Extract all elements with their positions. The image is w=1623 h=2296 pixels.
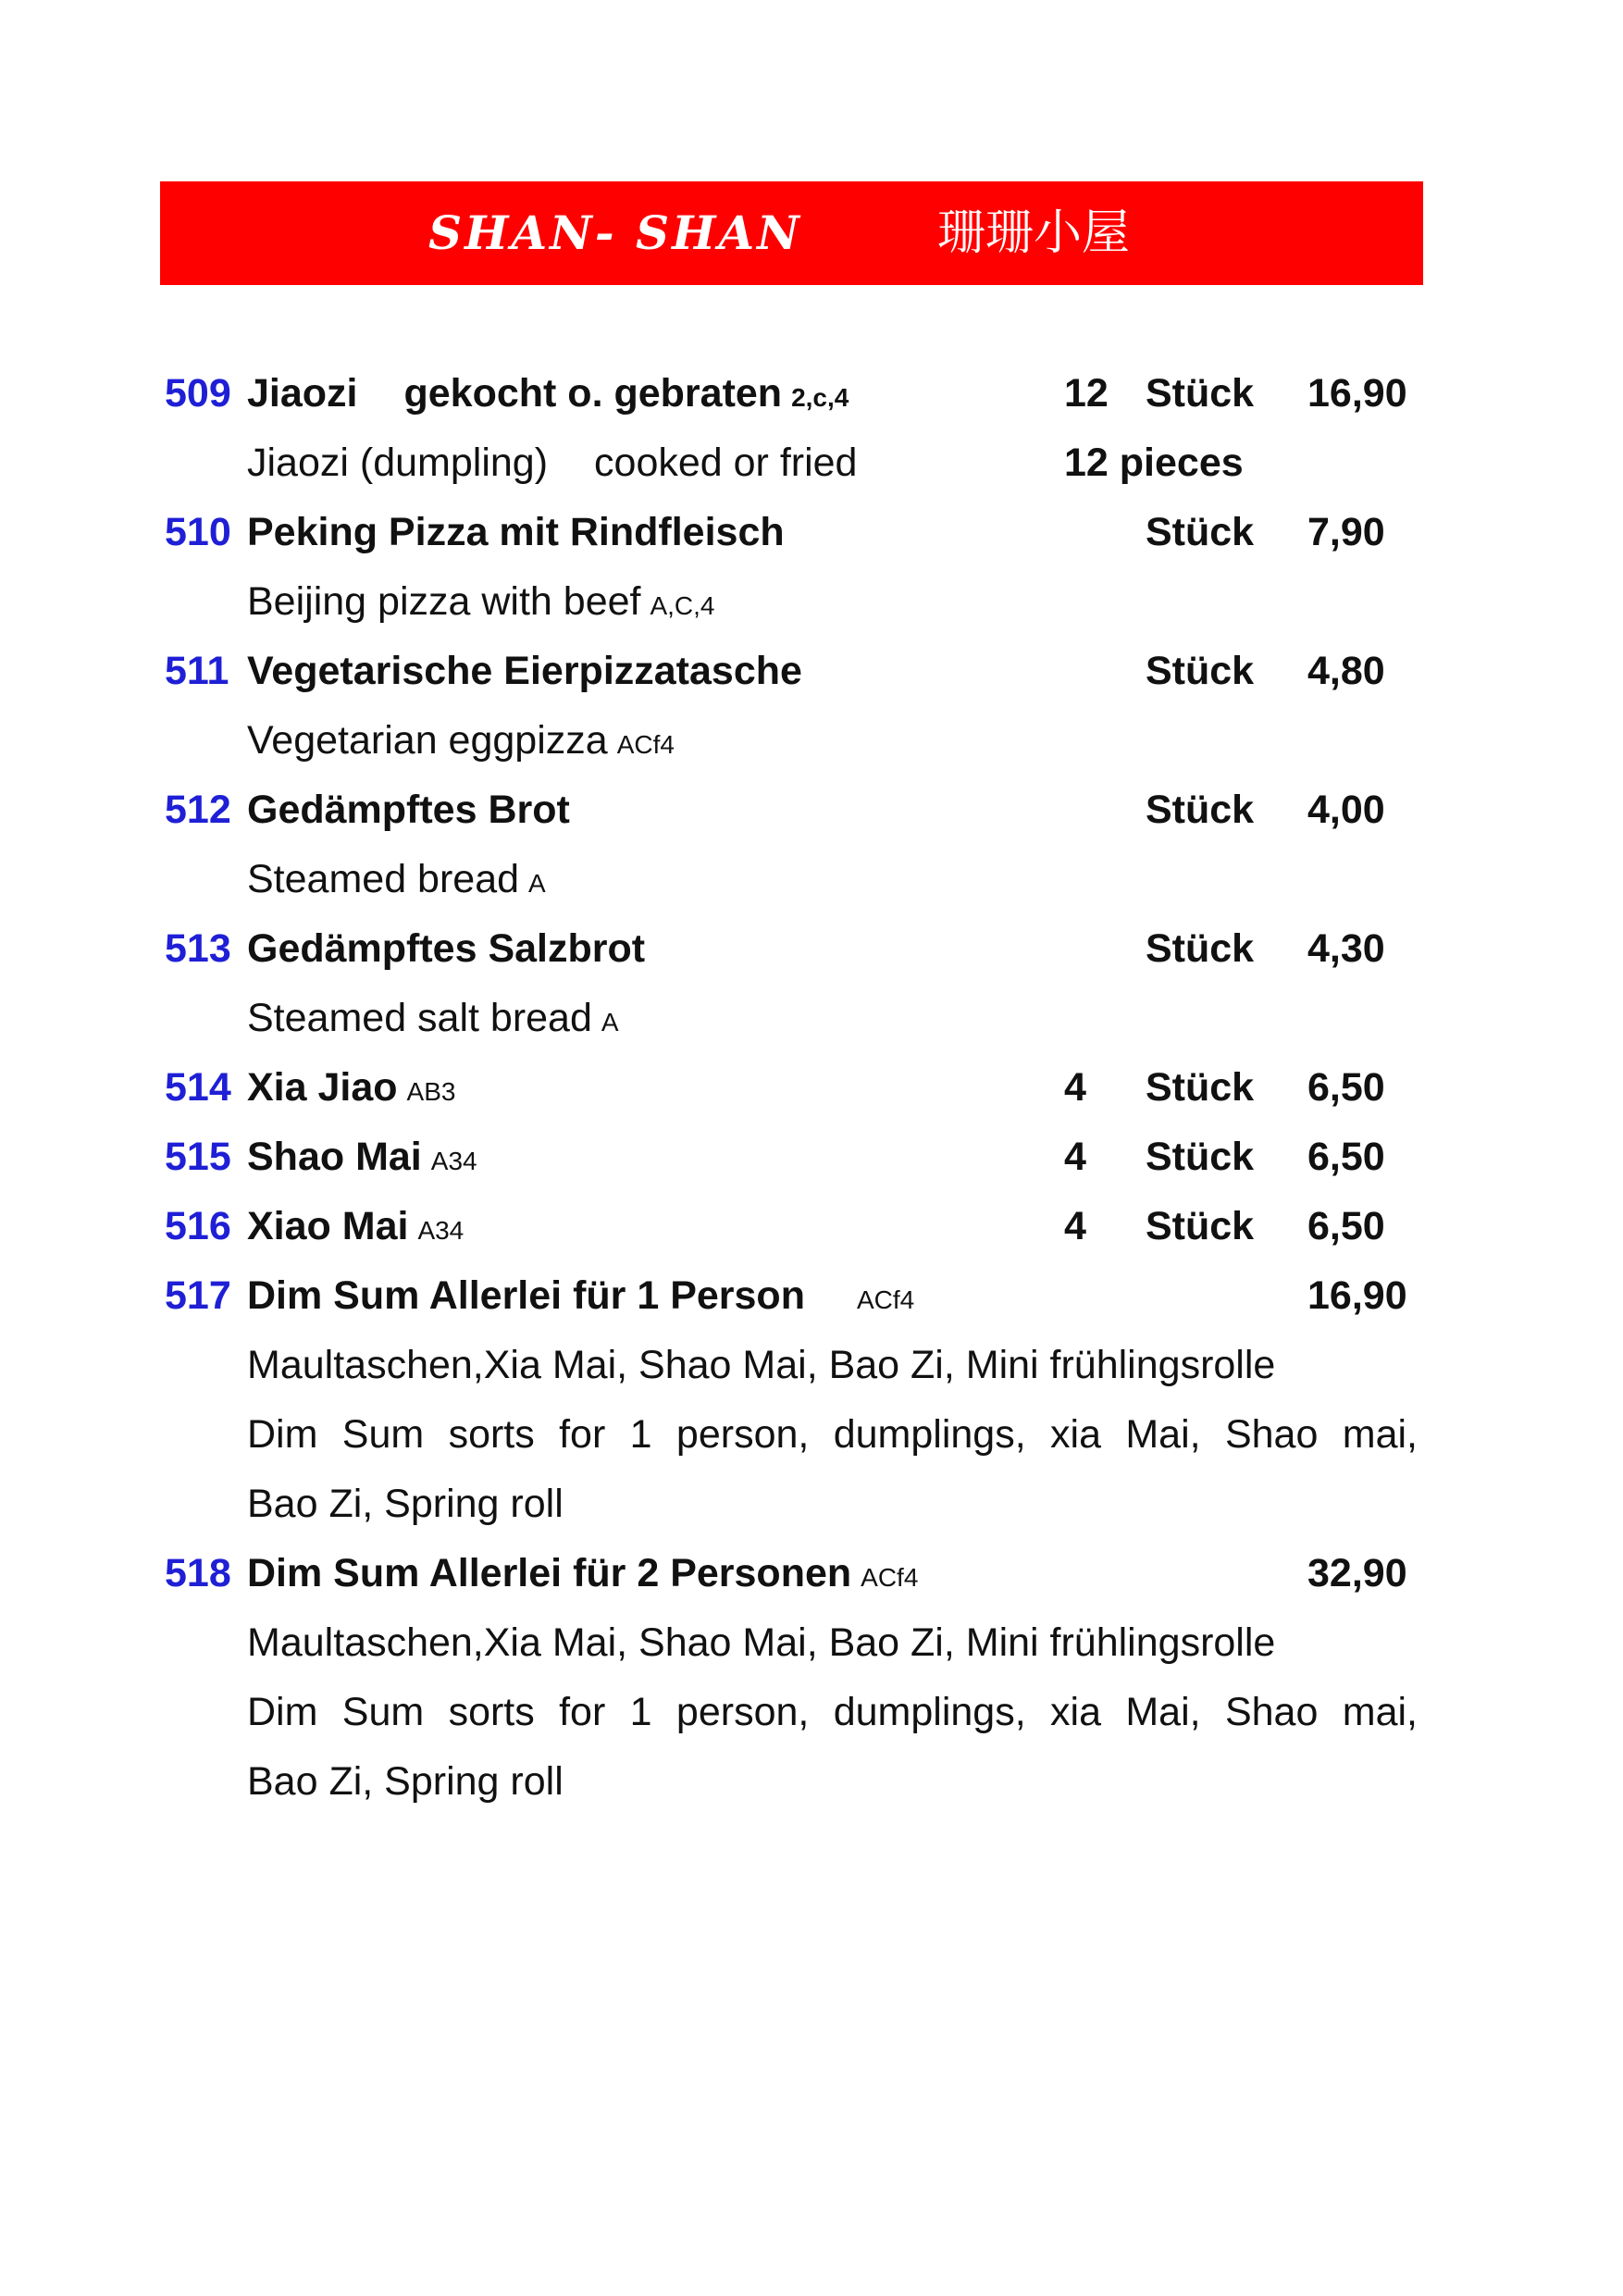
item-unit: Stück (1146, 926, 1255, 971)
item-name-main: Xia Jiao (247, 1065, 398, 1110)
item-name (247, 1545, 918, 1606)
item-number: 515 (165, 1135, 231, 1179)
item-description-text: Beijing pizza with beef (247, 579, 641, 624)
item-allergens: 2,c,4 (791, 383, 849, 412)
item-quantity: 4 (1064, 1135, 1086, 1179)
menu-item-513 (0, 921, 1623, 976)
item-price: 4,30 (1307, 926, 1385, 971)
item-allergens: ACf4 (616, 730, 675, 759)
item-price: 6,50 (1307, 1204, 1385, 1248)
item-unit: Stück (1146, 649, 1255, 693)
menu-item-515 (0, 1129, 1623, 1185)
item-quantity: 4 (1064, 1204, 1086, 1248)
item-number: 517 (165, 1273, 231, 1318)
item-description-line: Maultaschen,Xia Mai, Shao Mai, Bao Zi, Mini frühlingsrolle (247, 1343, 1276, 1387)
menu-item-518-description-2 (0, 1684, 1623, 1740)
item-name: Peking Pizza mit Rindfleisch (247, 510, 785, 554)
menu-item-517 (0, 1268, 1623, 1323)
item-allergens: A (601, 1008, 619, 1036)
item-number: 514 (165, 1065, 231, 1110)
item-name-main: Dim Sum Allerlei für 2 Personen (247, 1551, 852, 1595)
item-allergens: AB3 (406, 1077, 456, 1106)
menu-item-512-description (0, 851, 1623, 907)
item-number: 516 (165, 1204, 231, 1248)
item-number: 509 (165, 371, 231, 416)
item-allergens: ACf4 (856, 1285, 915, 1314)
item-number: 518 (165, 1551, 231, 1595)
item-unit: Stück (1146, 1135, 1255, 1179)
menu-item-511-description (0, 713, 1623, 768)
item-number: 510 (165, 510, 231, 554)
item-quantity: 12 (1064, 371, 1109, 416)
item-name-main: Dim Sum Allerlei für 1 Person (247, 1273, 805, 1318)
item-description-secondary: cooked or fried (594, 441, 858, 485)
item-name-secondary: gekocht o. gebraten (403, 371, 783, 416)
item-price: 16,90 (1307, 1273, 1407, 1318)
item-name (247, 1129, 477, 1189)
item-unit: Stück (1146, 1065, 1255, 1110)
restaurant-name-chinese: 珊珊小屋 (937, 205, 1131, 261)
item-unit: Stück (1146, 1204, 1255, 1248)
restaurant-name: SHAN- SHAN (428, 205, 802, 260)
item-price: 7,90 (1307, 510, 1385, 554)
item-description (247, 435, 857, 490)
item-name-main: Xiao Mai (247, 1204, 409, 1248)
menu-item-509-description (0, 435, 1623, 490)
item-unit: Stück (1146, 788, 1255, 832)
item-price: 6,50 (1307, 1135, 1385, 1179)
item-description (247, 851, 546, 912)
menu-item-511 (0, 643, 1623, 699)
menu-item-510-description (0, 574, 1623, 629)
item-description (247, 990, 619, 1050)
menu-item-513-description (0, 990, 1623, 1046)
item-price: 6,50 (1307, 1065, 1385, 1110)
item-description-text: Vegetarian eggpizza (247, 718, 608, 763)
item-price: 4,00 (1307, 788, 1385, 832)
menu-item-518-description-3 (0, 1754, 1623, 1809)
item-name (247, 1198, 464, 1259)
menu-item-512 (0, 782, 1623, 838)
item-allergens: A34 (430, 1147, 477, 1175)
item-quantity: 4 (1064, 1065, 1086, 1110)
item-unit: Stück (1146, 371, 1255, 416)
item-description-text: Steamed bread (247, 857, 520, 901)
item-price: 4,80 (1307, 649, 1385, 693)
item-number: 511 (165, 649, 229, 693)
item-name (247, 366, 849, 426)
item-name (247, 1060, 455, 1120)
menu-item-518 (0, 1545, 1623, 1601)
item-allergens: ACf4 (861, 1563, 919, 1592)
item-name (247, 1268, 914, 1328)
item-description-main: Jiaozi (dumpling) (247, 441, 549, 485)
menu-item-518-description-1 (0, 1615, 1623, 1670)
item-name-main: Shao Mai (247, 1135, 422, 1179)
item-name: Vegetarische Eierpizzatasche (247, 649, 802, 693)
item-description-line: Maultaschen,Xia Mai, Shao Mai, Bao Zi, Mini frühlingsrolle (247, 1620, 1276, 1665)
menu-item-517-description-3 (0, 1476, 1623, 1532)
item-name: Gedämpftes Salzbrot (247, 926, 646, 971)
item-description (247, 713, 675, 773)
item-description (247, 574, 715, 634)
item-number: 513 (165, 926, 231, 971)
menu-item-517-description-2 (0, 1407, 1623, 1462)
item-description-line: Bao Zi, Spring roll (247, 1759, 564, 1804)
item-allergens: A (528, 869, 546, 898)
item-description-line: Dim Sum sorts for 1 person, dumplings, xia Mai, Shao mai, (247, 1412, 1418, 1457)
item-description-text: Steamed salt bread (247, 996, 592, 1040)
item-number: 512 (165, 788, 231, 832)
menu-item-516 (0, 1198, 1623, 1254)
item-allergens: A34 (417, 1216, 465, 1245)
item-price: 16,90 (1307, 371, 1407, 416)
item-name: Gedämpftes Brot (247, 788, 570, 832)
item-unit: Stück (1146, 510, 1255, 554)
item-description-quantity: 12 pieces (1064, 441, 1244, 485)
menu-item-510 (0, 504, 1623, 560)
menu-item-517-description-1 (0, 1337, 1623, 1393)
item-price: 32,90 (1307, 1551, 1407, 1595)
item-description-line: Bao Zi, Spring roll (247, 1482, 564, 1526)
item-name-main: Jiaozi (247, 371, 358, 416)
item-description-line: Dim Sum sorts for 1 person, dumplings, xia Mai, Shao mai, (247, 1690, 1418, 1734)
menu-item-509 (0, 366, 1623, 421)
item-allergens: A,C,4 (650, 591, 715, 620)
menu-item-514 (0, 1060, 1623, 1115)
